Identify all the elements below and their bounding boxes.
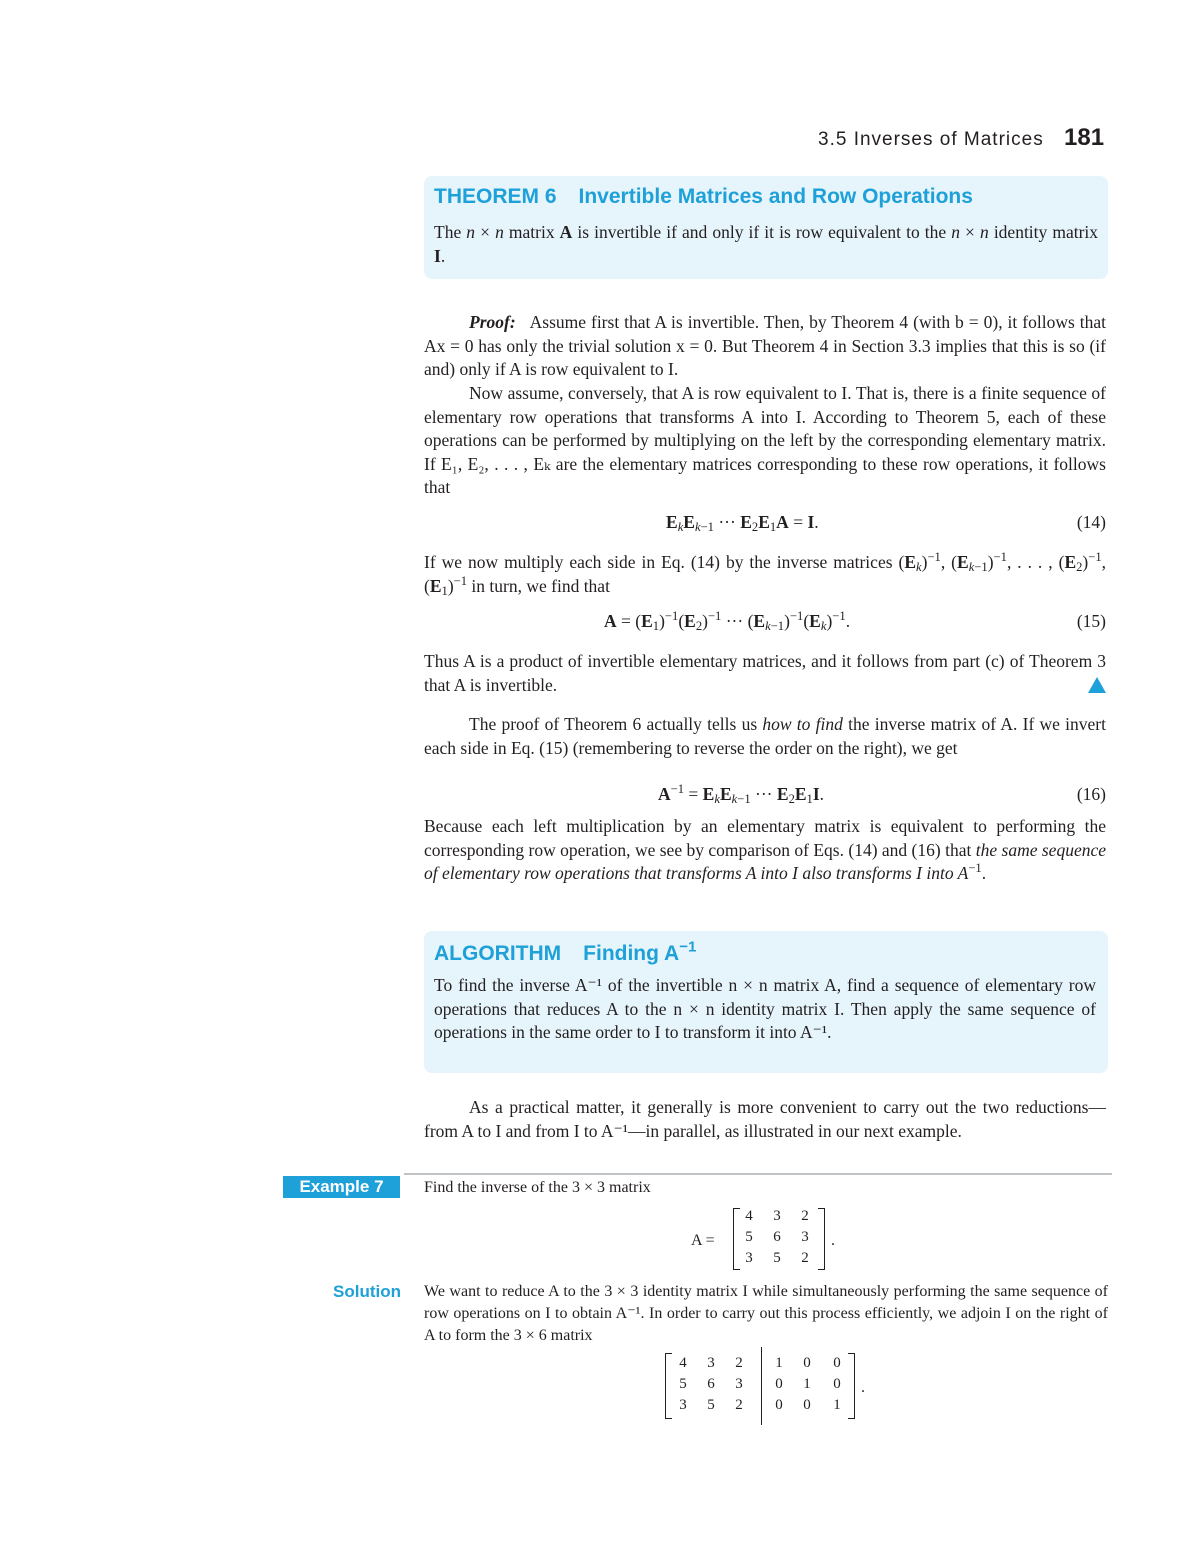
equation-number: (14) — [1076, 512, 1106, 532]
augmented-matrix-cell: 5 — [679, 1376, 687, 1392]
left-bracket — [665, 1353, 672, 1419]
matrix-a-cell: 3 — [801, 1229, 809, 1245]
matrix-a-cell: 5 — [773, 1250, 781, 1266]
matrix-a-cell: 2 — [801, 1208, 809, 1224]
augmented-matrix-cell: 1 — [775, 1355, 783, 1371]
algorithm-box — [424, 931, 1108, 1073]
right-bracket — [818, 1208, 825, 1270]
proof-paragraph-2: Now assume, conversely, that A is row equivalent to I. That is, there is a finite sequence of elementary row operations that transforms A into I. According to Theorem 5, each of these operations can be performed by multiplying on the left by the corresponding elementary matrix. If E₁, E₂, . . . , Eₖ are the elementary matrices corresponding to these row operations, it follows that — [424, 383, 1106, 497]
augmented-matrix-cell: 3 — [707, 1355, 715, 1371]
augmented-matrix-cell: 0 — [775, 1376, 783, 1392]
matrix-a-cell: 4 — [745, 1208, 753, 1224]
equation-number: (16) — [1076, 784, 1106, 804]
algorithm-heading: ALGORITHM Finding $A^{-1}$ — [434, 938, 697, 965]
augmented-matrix-cell: 5 — [707, 1397, 715, 1413]
page-number: 181 — [1064, 124, 1105, 151]
end-of-proof-icon — [1088, 677, 1106, 693]
matrix-a-cell: 2 — [801, 1250, 809, 1266]
matrix-a-cell: 3 — [773, 1208, 781, 1224]
matrix-a-cell: 6 — [773, 1229, 781, 1245]
algorithm-label: ALGORITHM — [434, 942, 562, 965]
augmented-period: . — [861, 1379, 865, 1396]
proof-paragraph-4: Thus A is a product of invertible elementary matrices, and it follows from part (c) of Theorem 3 that A is invertible. — [424, 651, 1106, 695]
theorem-title: Invertible Matrices and Row Operations — [578, 185, 973, 208]
augmented-matrix-cell: 1 — [803, 1376, 811, 1392]
equation-14: $E_kE_{k-1}$ ··· $E_2E_1A = I$. (14) — [666, 512, 1106, 535]
augmented-matrix-cell: 0 — [775, 1397, 783, 1413]
paragraph-practical: As a practical matter, it generally is more convenient to carry out the two reductions—from A to I and from I to A⁻¹—in parallel, as illustrated in our next example. — [424, 1097, 1106, 1141]
proof-paragraph-1: Proof: Assume first that A is invertible. Then, by Theorem 4 (with b = 0), it follows that Ax = 0 has only the trivial solution x = 0. But Theorem 4 in Section 3.3 implies that this is so (if and) only if A is row equivalent to I. — [424, 312, 1106, 379]
augmented-matrix-cell: 2 — [735, 1355, 743, 1371]
theorem-label: THEOREM 6 — [434, 185, 557, 208]
augmented-matrix-cell: 3 — [735, 1376, 743, 1392]
right-bracket — [848, 1353, 855, 1419]
matrix-a-cell: 3 — [745, 1250, 753, 1266]
augmented-matrix-cell: 0 — [833, 1355, 841, 1371]
augmented-matrix-cell: 0 — [833, 1376, 841, 1392]
augmented-matrix-cell: 3 — [679, 1397, 687, 1413]
augmented-matrix-cell: 0 — [803, 1355, 811, 1371]
equation-15: $A = (E_1)^{-1}(E_2)^{-1}$ ··· $(E_{k-1})^{-1}(E_k)^{-1}$. (15) — [604, 609, 1106, 634]
augmented-matrix-cell: 6 — [707, 1376, 715, 1392]
paragraph-how-to-find: The proof of Theorem 6 actually tells us how to find the inverse matrix of A. If we invert each side in Eq. (15) (remembering to reverse the order on the right), we get — [424, 714, 1106, 758]
matrix-period: . — [831, 1232, 835, 1249]
augmented-matrix-cell: 1 — [833, 1397, 841, 1413]
augmented-matrix-cell: 2 — [735, 1397, 743, 1413]
augmented-matrix — [665, 1353, 855, 1419]
paragraph-comparison: Because each left multiplication by an elementary matrix is equivalent to performing the corresponding row operation, we see by comparison of Eqs. (14) and (16) that the same sequence of elementary row operations that transforms A into I also transforms I into $A^{-1}$. — [424, 816, 1106, 883]
matrix-a-cell: 5 — [745, 1229, 753, 1245]
proof-paragraph-3: If we now multiply each side in Eq. (14) by the inverse matrices $(E_k)^{-1}$, $(E_{k-1})^{-1}$, . . . , $(E_2)^{-1}$, $(E_1)^{-1}$ in turn, we find that — [424, 550, 1107, 598]
algorithm-text: To find the inverse A⁻¹ of the invertible n × n matrix A, find a sequence of elementary row operations that reduces A to the n × n identity matrix I. Then apply the same sequence of operations in the same order to I to transform it into A⁻¹. — [434, 975, 1096, 1042]
algorithm-title: Finding A — [583, 942, 680, 965]
running-head: 3.5 Inverses of Matrices — [818, 129, 1044, 150]
solution-text: We want to reduce A to the 3 × 3 identity matrix I while simultaneously performing the same sequence of row operations on I to obtain A⁻¹. In order to carry out this process efficiently, we adjoin I on the right of A to form the 3 × 6 matrix — [424, 1283, 1108, 1344]
matrix-name: A = — [691, 1232, 715, 1249]
solution-label: Solution — [333, 1282, 401, 1301]
example-divider — [404, 1173, 1112, 1175]
equation-16: $A^{-1} = E_kE_{k-1}$ ··· $E_2E_1I$. (16) — [658, 782, 1106, 807]
proof-label: Proof: — [469, 312, 516, 332]
augmented-matrix-cell: 0 — [803, 1397, 811, 1413]
example-text: Find the inverse of the 3 × 3 matrix — [424, 1179, 651, 1196]
theorem-statement: The n × n matrix A is invertible if and only if it is row equivalent to the n × n identity matrix I. — [434, 222, 1099, 266]
theorem-box — [424, 176, 1108, 279]
equation-number: (15) — [1076, 611, 1106, 631]
matrix-a — [733, 1208, 825, 1270]
augmentation-bar — [761, 1347, 762, 1425]
example-label: Example 7 — [283, 1176, 400, 1198]
theorem-heading — [434, 185, 973, 209]
augmented-matrix-cell: 4 — [679, 1355, 687, 1371]
